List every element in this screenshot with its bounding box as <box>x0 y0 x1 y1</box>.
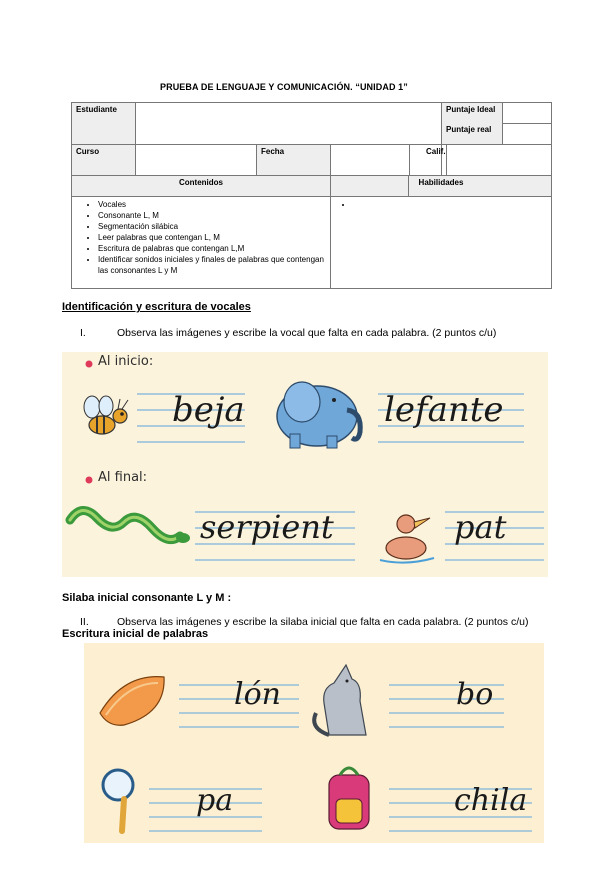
word-pa: pa <box>196 783 234 818</box>
info-table <box>71 102 552 289</box>
syllable-exercise-panel <box>84 643 544 843</box>
real-score-label: Puntaje real <box>446 125 492 134</box>
skills-label: Habilidades <box>418 178 464 187</box>
content-item: • Segmentación silábica <box>98 221 326 232</box>
student-label: Estudiante <box>72 103 136 145</box>
page-title: PRUEBA DE LENGUAJE Y COMUNICACIÓN. “UNIDAD 1” <box>160 82 408 92</box>
section2-heading: Silaba inicial consonante L y M : <box>62 592 232 604</box>
word-pat: pat <box>454 508 507 546</box>
content-item: • Consonante L, M <box>98 210 326 221</box>
bee-icon <box>84 396 128 434</box>
date-label: Fecha <box>257 145 331 176</box>
word-lon: lón <box>234 677 281 712</box>
duck-icon <box>380 515 434 563</box>
word-chila: chila <box>454 783 528 818</box>
magnifier-icon <box>103 770 133 831</box>
course-field[interactable] <box>136 145 257 176</box>
section2-numeral: II. <box>80 616 89 628</box>
section1-numeral: I. <box>80 327 86 339</box>
content-item: • Vocales <box>98 199 326 210</box>
score-values[interactable] <box>503 103 552 145</box>
label-end: Al final: <box>98 470 148 485</box>
bullet-dot-icon <box>86 361 93 368</box>
content-item: • Escritura de palabras que contengan L,M <box>98 243 326 254</box>
grade-label: Calif. <box>426 147 446 156</box>
content-item: • Leer palabras que contengan L, M <box>98 232 326 243</box>
wolf-icon <box>314 665 366 735</box>
skills-list-cell[interactable] <box>331 197 552 289</box>
skills-list <box>335 199 547 210</box>
snake-icon <box>70 510 190 543</box>
melon-icon <box>100 677 164 726</box>
date-field[interactable] <box>331 145 410 176</box>
grade-field[interactable] <box>442 145 552 176</box>
section2-instruction: Observa las imágenes y escribe la silaba inicial que falta en cada palabra. (2 puntos c/u) <box>117 616 529 628</box>
contents-list <box>76 199 326 276</box>
word-bo: bo <box>456 677 494 712</box>
skills-header <box>331 176 552 197</box>
section1-heading: Identificación y escritura de vocales <box>62 301 251 313</box>
vowel-exercise-panel <box>62 352 548 577</box>
student-field[interactable] <box>136 103 442 145</box>
content-item: • Identificar sonidos iniciales y finales de palabras que contengan las consonantes L y M <box>98 254 326 276</box>
course-label: Curso <box>72 145 136 176</box>
backpack-icon <box>329 768 369 829</box>
word-serpient: serpient <box>200 508 334 546</box>
grade-cell[interactable] <box>410 145 446 176</box>
word-lefante: lefante <box>384 390 504 430</box>
ideal-score-label: Puntaje Ideal <box>446 105 496 114</box>
elephant-icon <box>277 382 360 448</box>
score-labels <box>442 103 503 145</box>
label-start: Al inicio: <box>98 354 154 369</box>
section2-subheading: Escritura inicial de palabras <box>62 628 209 640</box>
word-beja: beja <box>172 390 245 430</box>
section1-instruction: Observa las imágenes y escribe la vocal que falta en cada palabra. (2 puntos c/u) <box>117 327 497 339</box>
skill-item <box>353 199 547 210</box>
contents-list-cell <box>72 197 331 289</box>
bullet-dot-icon <box>86 477 93 484</box>
contents-header: Contenidos <box>72 176 331 197</box>
